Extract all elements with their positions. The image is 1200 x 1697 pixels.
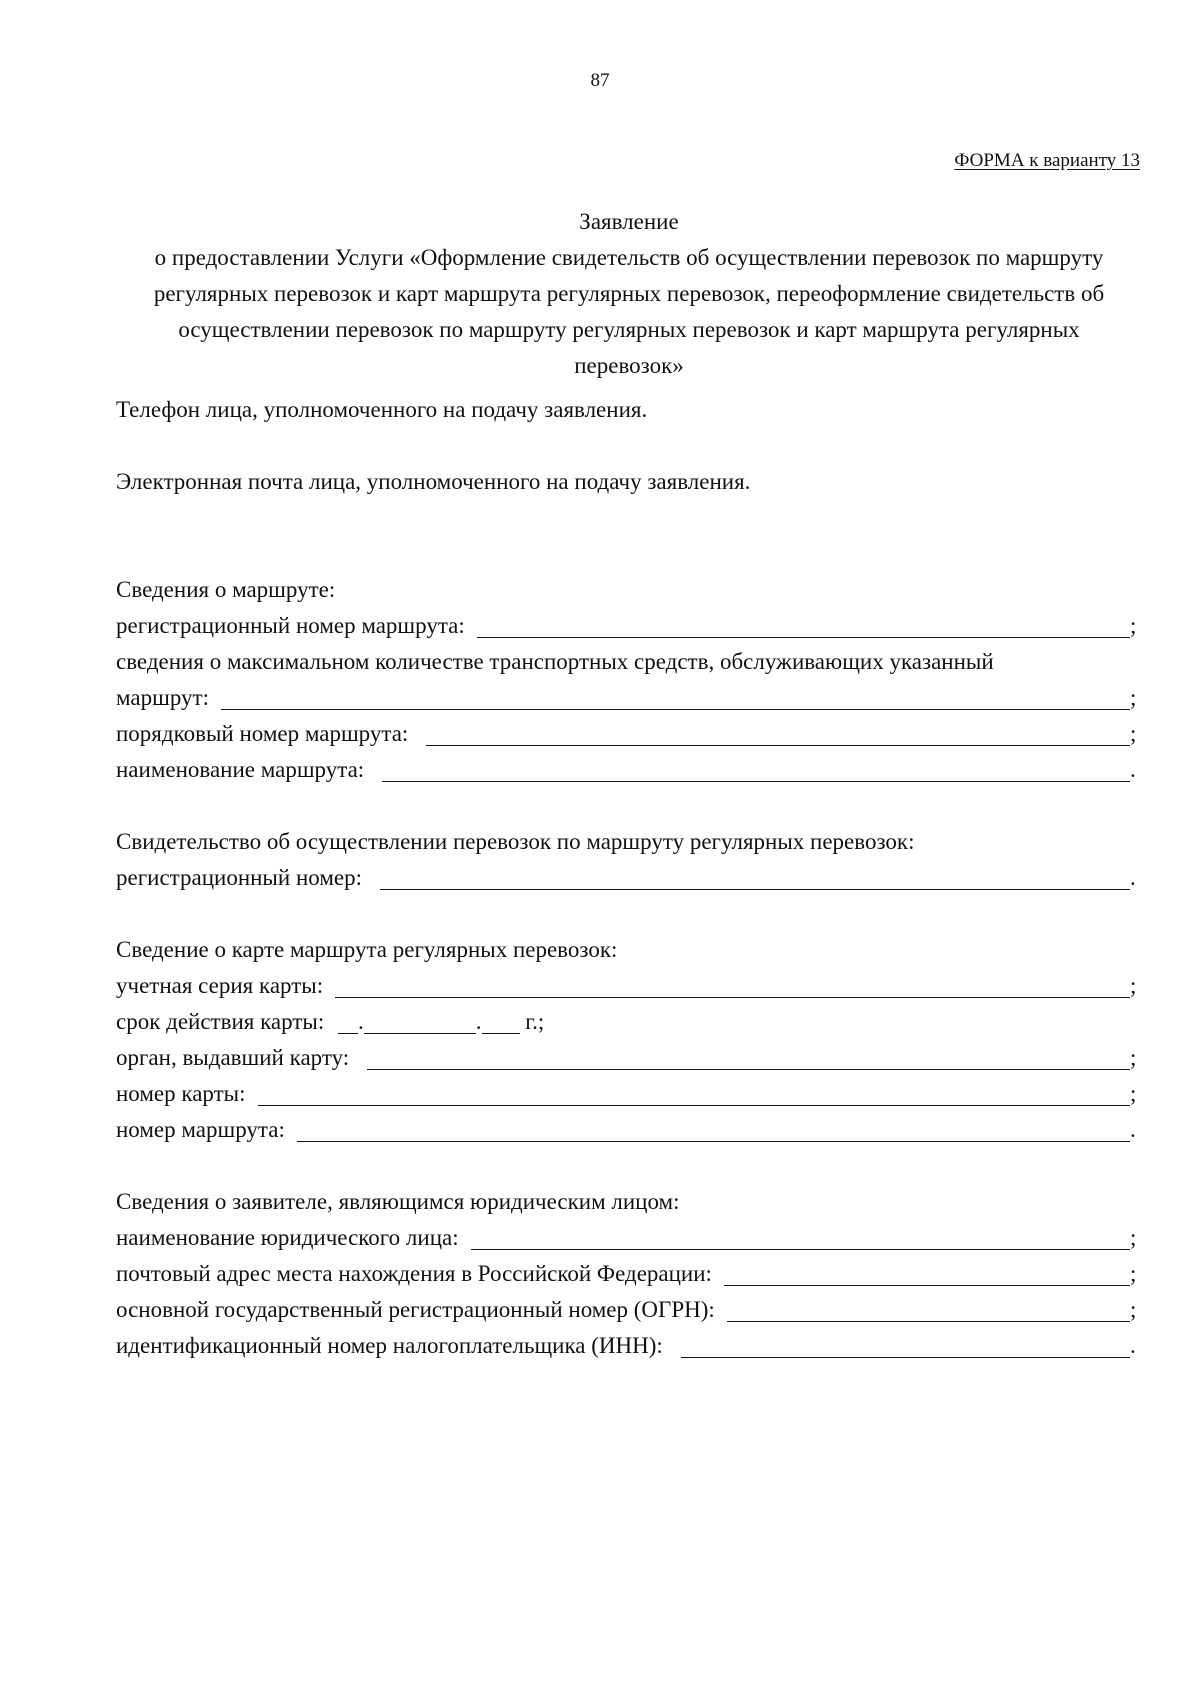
contacts-section [116, 392, 1140, 500]
phone-label: Телефон лица, уполномоченного на подачу заявления. [116, 397, 648, 422]
card-validity-row: срок действия карты: . . г.; [116, 1009, 545, 1034]
route-max-vehicles-field[interactable] [221, 683, 1130, 710]
card-series-row: учетная серия карты: ; [116, 968, 1140, 1004]
applicant-address-row: почтовый адрес места нахождения в Российской Федерации: ; [116, 1256, 1140, 1292]
applicant-name-row: наименование юридического лица: ; [116, 1220, 1140, 1256]
applicant-ogrn-row: основной государственный регистрационный номер (ОГРН): ; [116, 1292, 1140, 1328]
route-heading: Сведения о маршруте: [116, 577, 336, 602]
card-issuer-field[interactable] [367, 1043, 1130, 1070]
title-line-3: осуществлении перевозок по маршруту регулярных перевозок и карт маршрута регулярных [178, 317, 1080, 342]
route-max-vehicles-label: сведения о максимальном количестве транспортных средств, обслуживающих указанный [116, 649, 994, 674]
card-heading: Сведение о карте маршрута регулярных перевозок: [116, 937, 618, 962]
applicant-address-field[interactable] [724, 1259, 1130, 1286]
card-number-label: номер карты: [116, 1081, 246, 1106]
card-series-label: учетная серия карты: [116, 973, 324, 998]
applicant-ogrn-label: основной государственный регистрационный номер (ОГРН): [116, 1297, 715, 1322]
route-max-vehicles-label-2: маршрут: [116, 685, 209, 710]
card-validity-year-suffix: г.; [525, 1009, 545, 1034]
route-reg-number-row: регистрационный номер маршрута: ; [116, 608, 1140, 644]
title-line-4: перевозок» [574, 353, 684, 378]
route-name-field[interactable] [382, 755, 1130, 782]
card-number-field[interactable] [258, 1079, 1130, 1106]
card-route-number-label: номер маршрута: [116, 1117, 285, 1142]
applicant-inn-label: идентификационный номер налогоплательщика (ИНН): [116, 1333, 663, 1358]
applicant-inn-field[interactable] [681, 1331, 1130, 1358]
card-validity-month-field[interactable] [364, 1007, 476, 1034]
card-route-number-field[interactable] [297, 1115, 1130, 1142]
applicant-address-label: почтовый адрес места нахождения в Российской Федерации: [116, 1261, 712, 1286]
card-issuer-row: орган, выдавший карту: ; [116, 1040, 1140, 1076]
applicant-section [116, 1184, 1140, 1364]
title-heading: Заявление [579, 209, 679, 234]
card-route-number-row: номер маршрута: . [116, 1112, 1140, 1148]
title-line-2: регулярных перевозок и карт маршрута регулярных перевозок, переоформление свидетельств об [153, 281, 1105, 306]
applicant-name-field[interactable] [471, 1223, 1130, 1250]
card-validity-year-field[interactable] [482, 1007, 520, 1034]
certificate-heading: Свидетельство об осуществлении перевозок по маршруту регулярных перевозок: [116, 829, 915, 854]
route-max-vehicles-row: маршрут: ; [116, 680, 1140, 716]
route-order-number-field[interactable] [426, 719, 1130, 746]
card-section [116, 932, 1140, 1148]
form-reference: ФОРМА к варианту 13 [954, 150, 1140, 171]
route-section [116, 572, 1140, 788]
applicant-heading: Сведения о заявителе, являющимся юридическим лицом: [116, 1189, 680, 1214]
email-label: Электронная почта лица, уполномоченного на подачу заявления. [116, 469, 751, 494]
certificate-section [116, 824, 1140, 896]
applicant-inn-row: идентификационный номер налогоплательщика (ИНН): . [116, 1328, 1140, 1364]
card-series-field[interactable] [335, 971, 1130, 998]
title-line-1: о предоставлении Услуги «Оформление свидетельств об осуществлении перевозок по маршруту [154, 245, 1104, 270]
card-number-row: номер карты: ; [116, 1076, 1140, 1112]
card-issuer-label: орган, выдавший карту: [116, 1045, 350, 1070]
route-name-label: наименование маршрута: [116, 757, 365, 782]
page-number: 87 [590, 70, 610, 91]
certificate-reg-number-field[interactable] [380, 863, 1130, 890]
applicant-ogrn-field[interactable] [727, 1295, 1130, 1322]
certificate-reg-number-row: регистрационный номер: . [116, 860, 1140, 896]
document-title [118, 204, 1140, 384]
card-validity-day-field[interactable] [338, 1007, 358, 1034]
route-reg-number-field[interactable] [477, 611, 1130, 638]
applicant-name-label: наименование юридического лица: [116, 1225, 459, 1250]
route-order-number-row: порядковый номер маршрута: ; [116, 716, 1140, 752]
route-name-row: наименование маршрута: . [116, 752, 1140, 788]
card-validity-label: срок действия карты: [116, 1009, 325, 1034]
route-reg-number-label: регистрационный номер маршрута: [116, 613, 465, 638]
certificate-reg-number-label: регистрационный номер: [116, 865, 362, 890]
route-order-number-label: порядковый номер маршрута: [116, 721, 409, 746]
